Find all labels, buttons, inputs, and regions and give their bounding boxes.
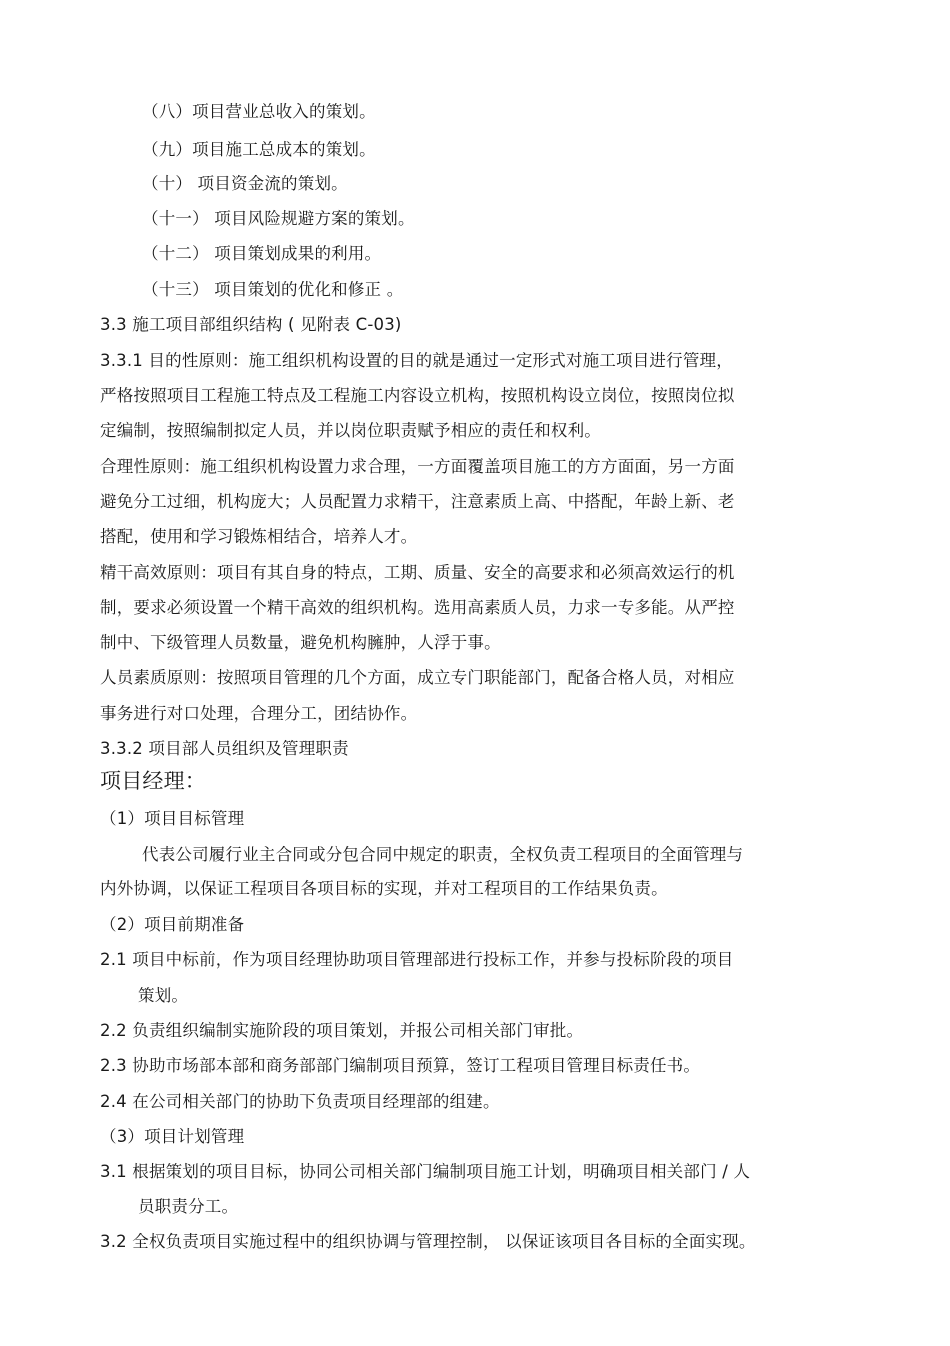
text-line: 2.3 协助市场部本部和商务部部门编制项目预算，签订工程项目管理目标责任书。 [100, 1056, 701, 1075]
text-line: 事务进行对口处理，合理分工，团结协作。 [100, 704, 418, 723]
text-line: 员职责分工。 [138, 1197, 239, 1216]
text-line: 2.4 在公司相关部门的协助下负责项目经理部的组建。 [100, 1092, 500, 1111]
section-heading: 3.3 施工项目部组织结构 ( 见附表 C-03) [100, 315, 402, 334]
section-heading: 3.3.2 项目部人员组织及管理职责 [100, 739, 349, 758]
text-line: 策划。 [138, 986, 189, 1005]
text-line: 严格按照项目工程施工特点及工程施工内容设立机构，按照机构设立岗位，按照岗位拟 [100, 386, 735, 405]
text-line: 精干高效原则：项目有其自身的特点，工期、质量、安全的高要求和必须高效运行的机 [100, 563, 735, 582]
text-line: （八）项目营业总收入的策划。 [142, 102, 376, 121]
subheading: （3）项目计划管理 [100, 1127, 245, 1146]
text-line: 制，要求必须设置一个精干高效的组织机构。选用高素质人员，力求一专多能。从严控 [100, 598, 735, 617]
text-line: 内外协调，以保证工程项目各项目标的实现，并对工程项目的工作结果负责。 [100, 879, 668, 898]
role-heading: 项目经理： [100, 769, 206, 793]
text-line: （十三） 项目策划的优化和修正 。 [142, 280, 404, 299]
text-line: 2.1 项目中标前，作为项目经理协助项目管理部进行投标工作，并参与投标阶段的项目 [100, 950, 734, 969]
text-line: 3.1 根据策划的项目目标，协同公司相关部门编制项目施工计划，明确项目相关部门 / 人 [100, 1162, 751, 1181]
subheading: （2）项目前期准备 [100, 915, 245, 934]
subheading: （1）项目目标管理 [100, 809, 245, 828]
text-line: （十） 项目资金流的策划。 [142, 174, 348, 193]
text-line: 定编制，按照编制拟定人员，并以岗位职责赋予相应的责任和权利。 [100, 421, 601, 440]
text-line: （十一） 项目风险规避方案的策划。 [142, 209, 415, 228]
text-line: 避免分工过细，机构庞大；人员配置力求精干，注意素质上高、中搭配，年龄上新、老 [100, 492, 735, 511]
text-line: 人员素质原则：按照项目管理的几个方面，成立专门职能部门，配备合格人员，对相应 [100, 668, 735, 687]
text-line: （九）项目施工总成本的策划。 [142, 140, 376, 159]
text-line: 代表公司履行业主合同或分包合同中规定的职责，全权负责工程项目的全面管理与 [142, 845, 744, 864]
text-line: 2.2 负责组织编制实施阶段的项目策划，并报公司相关部门审批。 [100, 1021, 584, 1040]
text-line: 3.3.1 目的性原则：施工组织机构设置的目的就是通过一定形式对施工项目进行管理， [100, 351, 733, 370]
text-line: 制中、下级管理人员数量，避免机构臃肿，人浮于事。 [100, 633, 501, 652]
text-line: 搭配，使用和学习锻炼相结合，培养人才。 [100, 527, 418, 546]
text-line: （十二） 项目策划成果的利用。 [142, 244, 382, 263]
text-line: 3.2 全权负责项目实施过程中的组织协调与管理控制， 以保证该项目各目标的全面实现。 [100, 1232, 756, 1251]
text-line: 合理性原则：施工组织机构设置力求合理，一方面覆盖项目施工的方方面面，另一方面 [100, 457, 735, 476]
